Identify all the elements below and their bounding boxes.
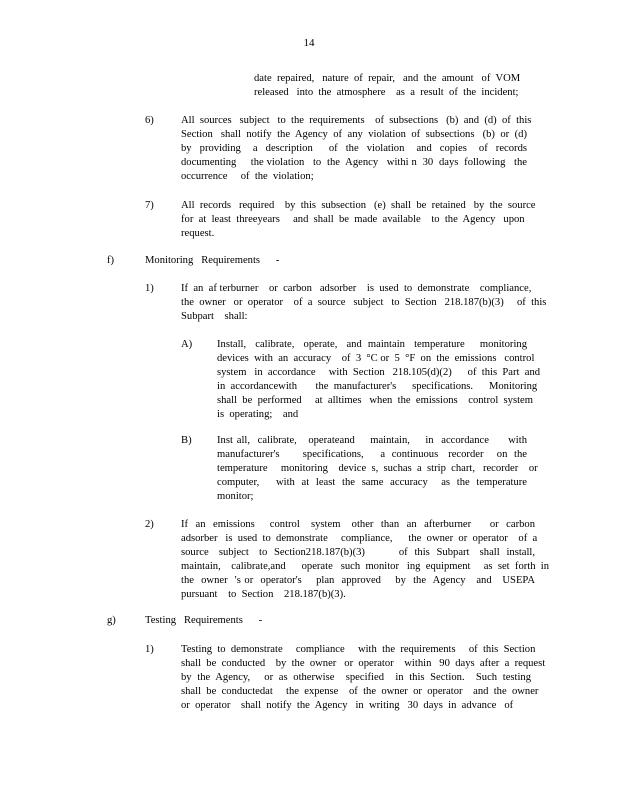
section-f-heading-label: f) — [107, 255, 115, 266]
item-f-1-A-line: shall be performed at alltimes when the emissions control system — [217, 395, 533, 406]
item-7-line: for at least threeyears and shall be made available to the Agency upon — [181, 214, 525, 225]
item-6-line: All sources subject to the requirements of subsections (b) and (d) of this — [181, 115, 532, 126]
section-f-heading-line: Monitoring Requirements - — [145, 255, 280, 266]
item-f-2-line: source subject to Section218.187(b)(3) of this Subpart shall install, — [181, 547, 535, 558]
item-6-line: Section shall notify the Agency of any violation of subsections (b) or (d) — [181, 129, 527, 140]
item-f-2-label: 2) — [145, 519, 154, 530]
item-f-1-B-line: Inst all, calibrate, operateand maintain, in accordance with — [217, 435, 527, 446]
paragraph-continuation-line: date repaired, nature of repair, and the amount of VOM — [254, 73, 521, 84]
item-6-label: 6) — [145, 115, 154, 126]
item-f-1-A-line: system in accordance with Section 218.105(d)(2) of this Part and — [217, 367, 541, 378]
item-6-line: by providing a description of the violation and copies of records — [181, 143, 527, 154]
item-f-1-line: If an af terburner or carbon adsorber is used to demonstrate compliance, — [181, 283, 532, 294]
item-6-line: documenting the violation to the Agency withi n 30 days following the — [181, 157, 527, 168]
item-g-1-line: or operator shall notify the Agency in writing 30 days in advance of — [181, 700, 514, 711]
item-7-line: request. — [181, 228, 215, 239]
item-g-1-line: shall be conducted by the owner or operator within 90 days after a request — [181, 658, 546, 669]
page-number: 14 — [303, 37, 315, 49]
item-f-2-line: pursuant to Section 218.187(b)(3). — [181, 589, 346, 600]
item-f-2-line: maintain, calibrate,and operate such monitor ing equipment as set forth in — [181, 561, 550, 572]
item-g-1-line: by the Agency, or as otherwise specified in this Section. Such testing — [181, 672, 531, 683]
item-f-2-line: the owner 's or operator's plan approved by the Agency and USEPA — [181, 575, 535, 586]
item-f-1-A-line: Install, calibrate, operate, and maintain temperature monitoring — [217, 339, 527, 350]
item-f-1-B-line: manufacturer's specifications, a continuous recorder on the — [217, 449, 527, 460]
item-g-1-line: shall be conductedat the expense of the owner or operator and the owner — [181, 686, 539, 697]
item-f-1-A-line: is operating; and — [217, 409, 299, 420]
item-f-1-A-label: A) — [181, 339, 193, 350]
item-6-line: occurrence of the violation; — [181, 171, 314, 182]
item-g-1-label: 1) — [145, 644, 154, 655]
item-f-1-B-label: B) — [181, 435, 192, 446]
section-g-heading-line: Testing Requirements - — [145, 615, 263, 626]
item-7-line: All records required by this subsection (e) shall be retained by the source — [181, 200, 536, 211]
item-f-1-line: Subpart shall: — [181, 311, 248, 322]
item-f-1-B-line: monitor; — [217, 491, 254, 502]
section-g-heading-label: g) — [107, 615, 116, 626]
item-g-1-line: Testing to demonstrate compliance with the requirements of this Section — [181, 644, 536, 655]
item-f-2-line: If an emissions control system other than an afterburner or carbon — [181, 519, 535, 530]
item-f-1-B-line: computer, with at least the same accuracy as the temperature — [217, 477, 527, 488]
item-7-label: 7) — [145, 200, 154, 211]
paragraph-continuation-line: released into the atmosphere as a result of the incident; — [254, 87, 519, 98]
item-f-1-A-line: devices with an accuracy of 3 °C or 5 °F on the emissions control — [217, 353, 535, 364]
item-f-1-line: the owner or operator of a source subject to Section 218.187(b)(3) of this — [181, 297, 547, 308]
item-f-2-line: adsorber is used to demonstrate compliance, the owner or operator of a — [181, 533, 538, 544]
item-f-1-label: 1) — [145, 283, 154, 294]
item-f-1-A-line: in accordancewith the manufacturer's specifications. Monitoring — [217, 381, 538, 392]
item-f-1-B-line: temperature monitoring device s, suchas a strip chart, recorder or — [217, 463, 538, 474]
